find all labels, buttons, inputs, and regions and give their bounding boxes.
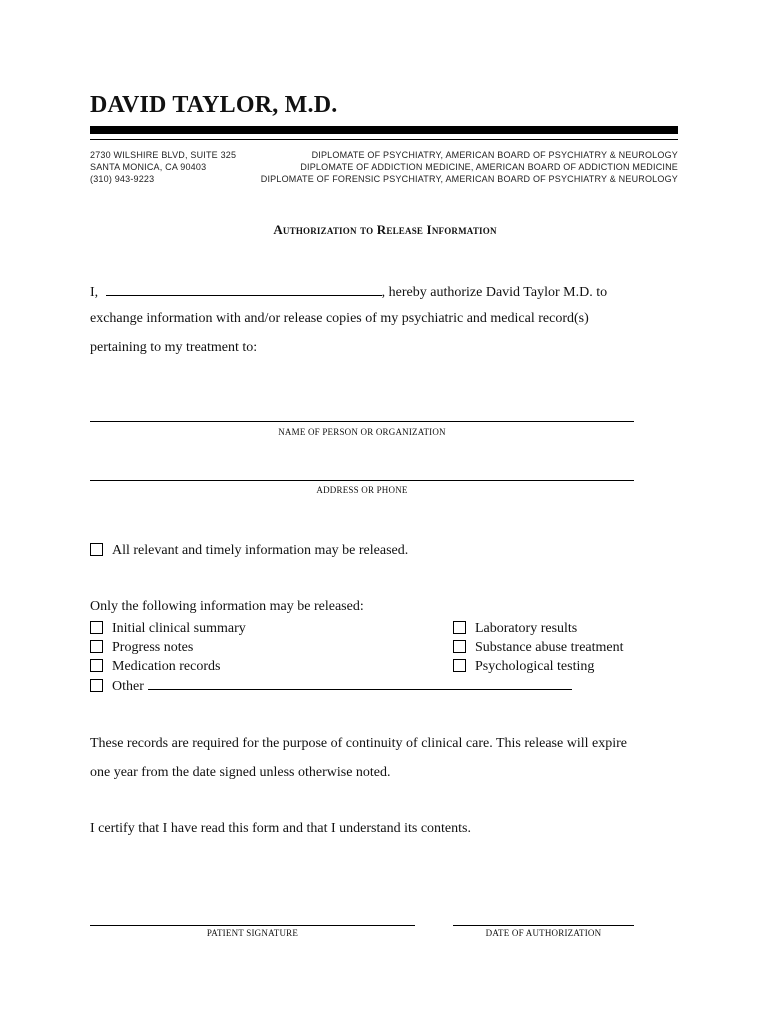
option-label: Laboratory results <box>475 621 578 636</box>
all-relevant-option[interactable] <box>90 541 408 560</box>
checkbox[interactable] <box>90 621 103 634</box>
certify-statement: I certify that I have read this form and that I understand its contents. <box>90 821 471 836</box>
all-relevant-checkbox[interactable] <box>90 543 103 556</box>
letterhead-thick-rule <box>90 126 678 134</box>
purpose-line-2: one year from the date signed unless otherwise noted. <box>90 765 391 780</box>
doctor-name: DAVID TAYLOR, M.D. <box>90 92 338 118</box>
recipient-caption: NAME OF PERSON OR ORGANIZATION <box>278 427 446 437</box>
checkbox[interactable] <box>453 621 466 634</box>
recipient-address-field[interactable] <box>90 480 634 481</box>
option-substance-abuse-treatment[interactable] <box>453 638 624 657</box>
intro-line-2: exchange information with and/or release copies of my psychiatric and medical record(s) <box>90 311 589 326</box>
intro-line-3: pertaining to my treatment to: <box>90 340 258 355</box>
option-label: Medication records <box>112 659 221 674</box>
option-label: Psychological testing <box>475 659 595 674</box>
option-label: Progress notes <box>112 640 194 655</box>
checkbox[interactable] <box>453 659 466 672</box>
form-title: Authorization to Release Information <box>273 222 497 237</box>
patient-signature-field[interactable] <box>90 925 415 926</box>
recipient-name-field[interactable] <box>90 421 634 422</box>
only-following-label: Only the following information may be released: <box>90 599 364 614</box>
option-laboratory-results[interactable] <box>453 619 624 638</box>
all-relevant-label: All relevant and timely information may be released. <box>112 543 409 558</box>
intro-suffix: , hereby authorize David Taylor M.D. to <box>381 285 608 300</box>
diplomate-line: DIPLOMATE OF ADDICTION MEDICINE, AMERICAN BOARD OF ADDICTION MEDICINE <box>300 162 678 172</box>
address-line: SANTA MONICA, CA 90403 <box>90 162 207 172</box>
address-caption: ADDRESS OR PHONE <box>316 485 408 495</box>
address-line: 2730 WILSHIRE BLVD, SUITE 325 <box>90 150 237 160</box>
options-right-column <box>453 619 624 676</box>
office-address <box>90 149 236 185</box>
intro-line-1 <box>90 282 607 302</box>
option-label: Initial clinical summary <box>112 621 246 636</box>
checkbox[interactable] <box>90 659 103 672</box>
option-other[interactable] <box>90 676 572 695</box>
intro-prefix: I, <box>90 285 99 300</box>
diplomate-line: DIPLOMATE OF PSYCHIATRY, AMERICAN BOARD OF PSYCHIATRY & NEUROLOGY <box>311 150 678 160</box>
patient-name-field[interactable] <box>106 282 382 296</box>
date-authorization-caption: DATE OF AUTHORIZATION <box>485 928 602 938</box>
diplomate-credentials <box>261 149 678 185</box>
letterhead-thin-rule <box>90 139 678 140</box>
checkbox[interactable] <box>453 640 466 653</box>
purpose-line-1: These records are required for the purpose of continuity of clinical care. This release will expire <box>90 736 627 751</box>
other-specify-field[interactable] <box>148 676 572 690</box>
phone-line: (310) 943-9223 <box>90 174 155 184</box>
option-psychological-testing[interactable] <box>453 657 624 676</box>
option-label: Substance abuse treatment <box>475 640 624 655</box>
checkbox[interactable] <box>90 640 103 653</box>
patient-signature-caption: PATIENT SIGNATURE <box>206 928 299 938</box>
diplomate-line: DIPLOMATE OF FORENSIC PSYCHIATRY, AMERICAN BOARD OF PSYCHIATRY & NEUROLOGY <box>260 174 678 184</box>
date-authorization-field[interactable] <box>453 925 634 926</box>
checkbox[interactable] <box>90 679 103 692</box>
option-label: Other <box>112 679 144 694</box>
